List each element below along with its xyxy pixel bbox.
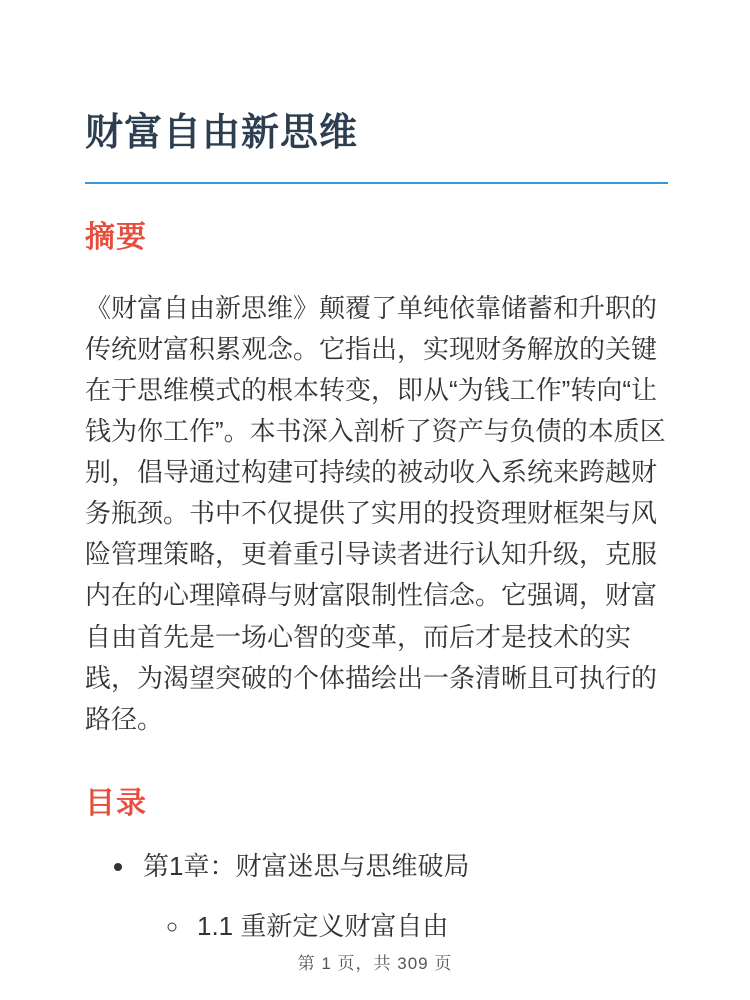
- toc-section-label: 1.1 重新定义财富自由: [197, 910, 449, 941]
- toc-list: [85, 850, 668, 944]
- toc-sublist: [143, 910, 668, 944]
- toc-section-item: [191, 910, 668, 944]
- abstract-paragraph: 《财富自由新思维》颠覆了单纯依靠储蓄和升职的传统财富积累观念。它指出，实现财务解放的关键在于思维模式的根本转变，即从“为钱工作”转向“让钱为你工作”。本书深入剖析了资产与负债的本质区别，倡导通过构建可持续的被动收入系统来跨越财务瓶颈。书中不仅提供了实用的投资理财框架与风险管理策略，更着重引导读者进行认知升级，克服内在的心理障碍与财富限制性信念。它强调，财富自由首先是一场心智的变革，而后才是技术的实践，为渴望突破的个体描绘出一条清晰且可执行的路径。: [85, 292, 666, 734]
- abstract-heading: 摘要: [85, 220, 147, 254]
- toc-heading: 目录: [85, 786, 147, 820]
- toc-chapter-item: [137, 850, 668, 944]
- page-number-footer: 第 1 页，共 309 页: [297, 954, 453, 973]
- toc-chapter-label: 第1章：财富迷思与思维破局: [143, 850, 470, 881]
- page-title: 财富自由新思维: [85, 110, 668, 184]
